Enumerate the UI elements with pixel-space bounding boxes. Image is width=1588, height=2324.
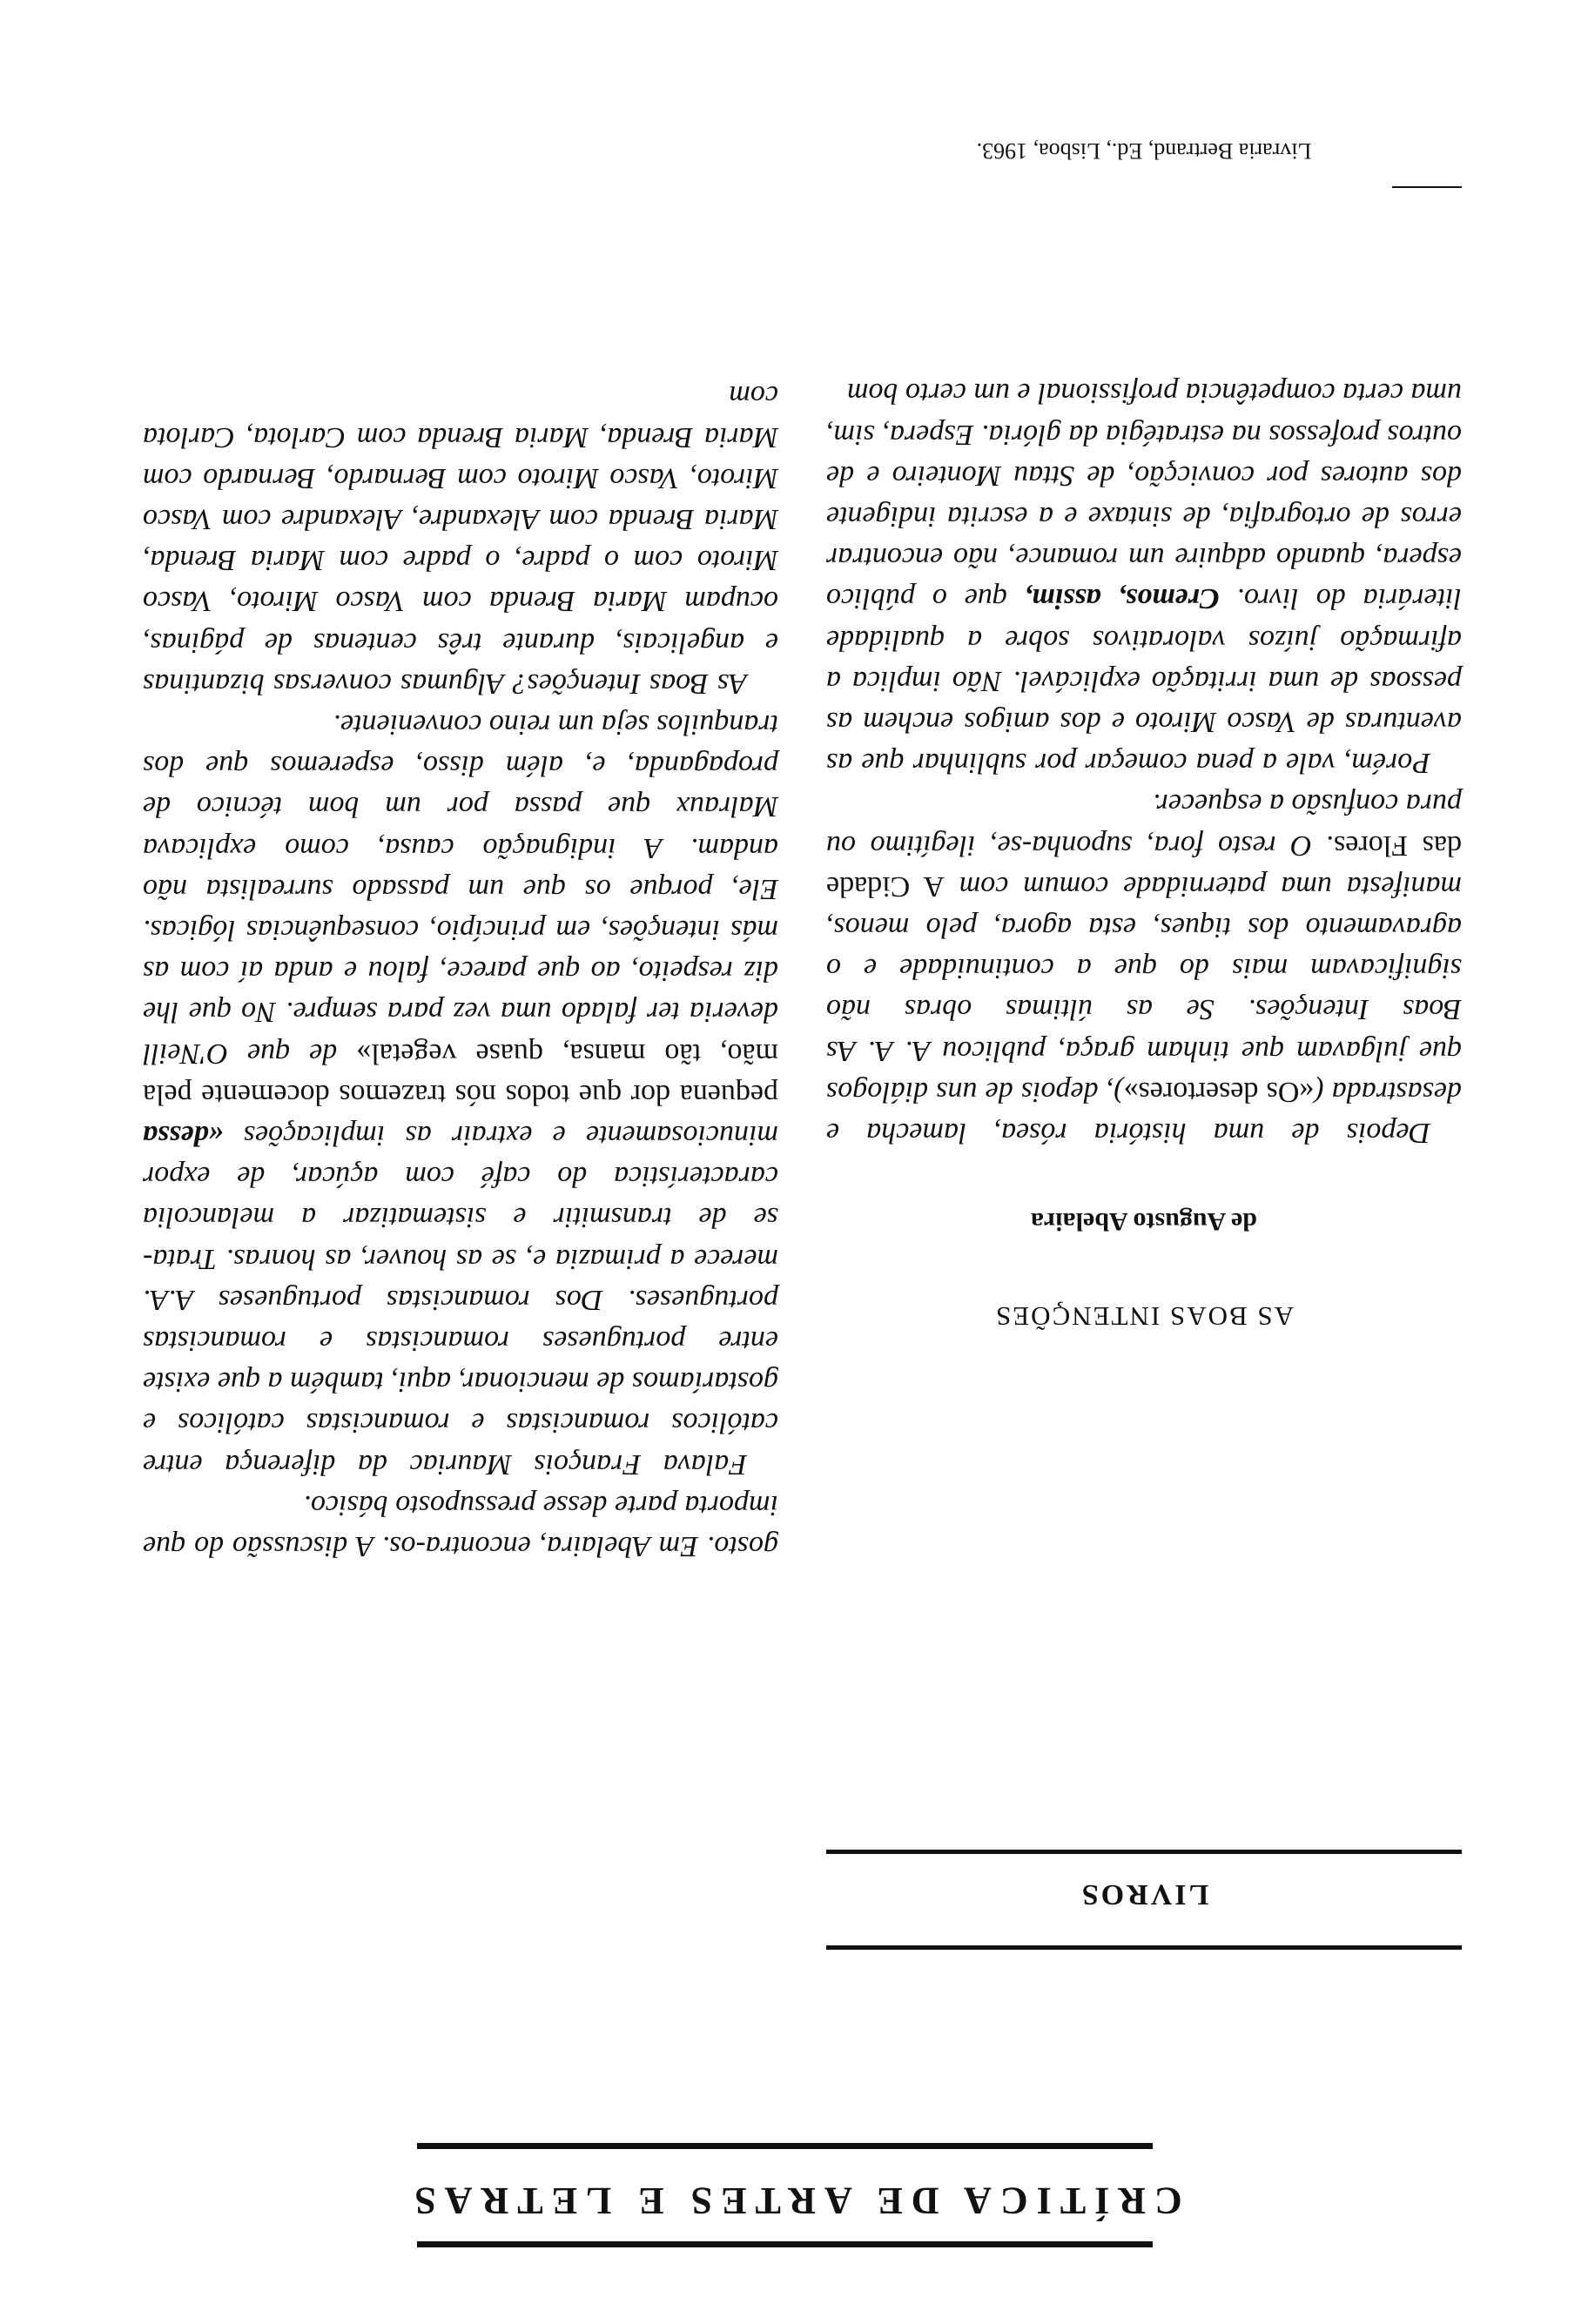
paragraph: Depois de uma história rósea, lamecha e desastrada («Os desertores»), depois de uns diálogos que julgavam que tinham graça, publicou A. A. As Boas Intenções. Se as últimas obras não significavam mais do que a continuidade e o agravamento dos tiques, esta agora, pelo menos, manifesta uma paternidade comum com A Cidade das Flores. O resto fora, suponha-se, ilegítimo ou pura confusão a esquecer. [825,788,1462,1149]
header-bottom-rule [417,2143,1153,2149]
section-top-rule [826,1945,1462,1950]
header-top-rule [417,2241,1153,2247]
book-author: de Augusto Abelaira [1030,1207,1258,1236]
paragraph: Porém, vale a pena começar por sublinhar que as aventuras de Vasco Miroto e dos amigos enchem as pessoas de uma irritação explicável. Não implica a afirmação juízos valorativos sobre a qualidade literária do livro. Cremos, assim, que o público espera, quando adquire um romance, não encontrar erros de ortografia, de sintaxe e a escrita indigente dos autores por convicção, de Sttau Monteiro e de outros professos na estratégia da glória. Espera, sim, uma certa competência profissional e um certo bom [826,377,1462,780]
page-header-title: CRÍTICA DE ARTES E LETRAS [406,2180,1182,2222]
paragraph: Falava François Mauriac da diferença entre católicos romancistas e romancistas católicos e gostaríamos de mencionar, aqui, também a que existe entre portugueses romancistas e romancistas portugueses. Dos romancistas portugueses A.A. merece a primazia e, se as houver, as honras. Trata-se de transmitir e sistematizar a melancolia característica do café com açúcar, de expor minuciosamente e extrair as implicações «dessa pequena dor que todos nós trazemos docemente pela mão, tão mansa, quase vegetal» de que O'Neill deveria ter falado uma vez para sempre. No que lhe diz respeito, ao que parece, falou e anda aí com as más intenções, em princípio, consequências lógicas. Ele, porque os que um passado surrealista não andam. A indignação causa, como explicava Malraux que passa por um bom técnico de propaganda, e, além disso, esperemos que dos tranquilos seja um reino conveniente. [143,708,778,1481]
publisher-line: Livraria Bertrand, Ed., Lisboa, 1963. [976,138,1312,164]
section-title: LIVROS [1079,1878,1209,1911]
article-column-left [826,373,1462,1153]
article-column-right [143,375,778,1567]
publisher-rule [1392,186,1462,188]
paragraph: As Boas Intenções? Algumas conversas bizantinas e angelicais, durante três centenas de páginas, ocupam Maria Brenda com Vasco Miroto, Vasco Miroto com o padre, o padre com Maria Brenda, Maria Brenda com Alexandre, Alexandre com Vasco Miroto, Vasco Miroto com Bernardo, Bernardo com Maria Brenda, Maria Brenda com Carlota, Carlota com [143,379,778,700]
paragraph: gosto. Em Abelaira, encontra-os. A discussão do que importa parte desse pressuposto básico. [143,1488,778,1562]
section-bottom-rule [826,1850,1462,1854]
book-title: AS BOAS INTENÇÕES [993,1301,1295,1332]
